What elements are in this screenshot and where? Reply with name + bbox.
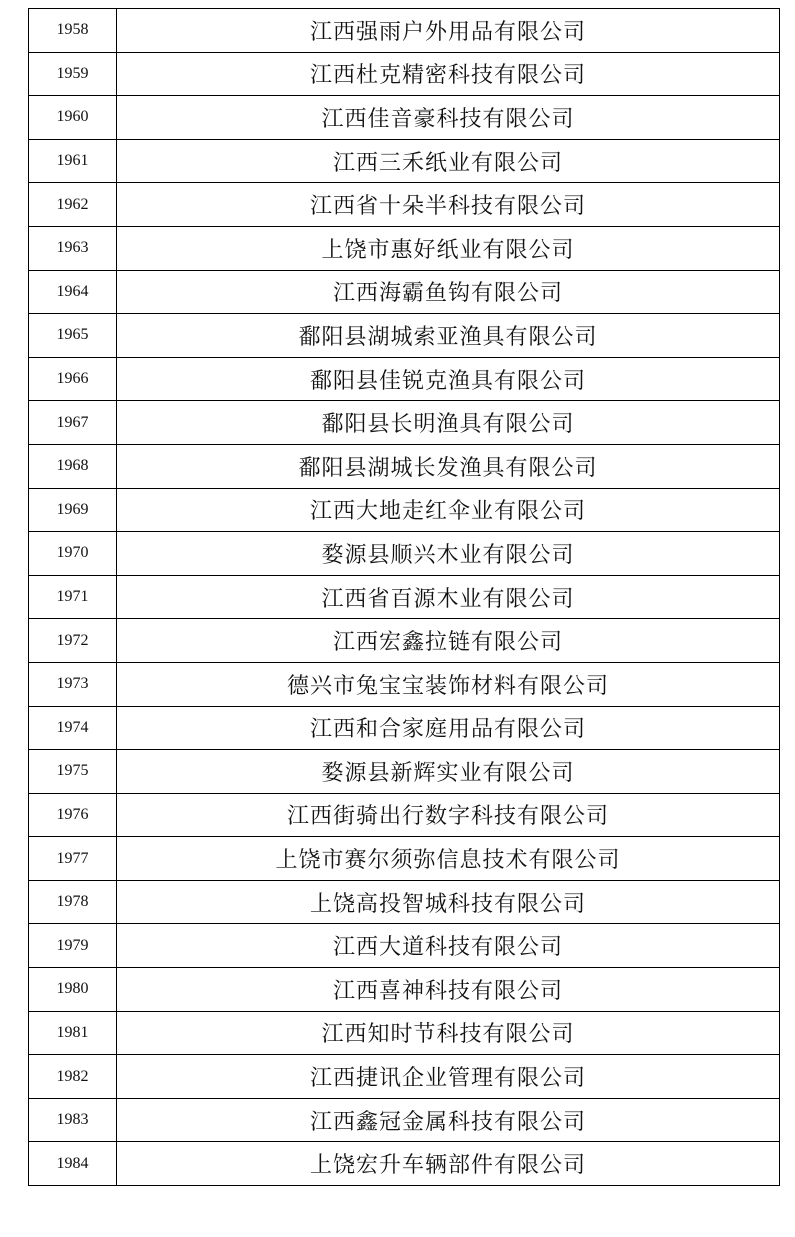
row-number: 1975 [29, 750, 117, 794]
row-number: 1984 [29, 1142, 117, 1186]
row-number: 1977 [29, 837, 117, 881]
company-name: 上饶市惠好纸业有限公司 [117, 226, 780, 270]
company-name: 江西街骑出行数字科技有限公司 [117, 793, 780, 837]
company-name: 上饶高投智城科技有限公司 [117, 880, 780, 924]
table-row [29, 270, 780, 314]
company-name: 江西捷讯企业管理有限公司 [117, 1055, 780, 1099]
row-number: 1970 [29, 532, 117, 576]
table-row [29, 575, 780, 619]
table-row [29, 183, 780, 227]
company-name: 江西省十朵半科技有限公司 [117, 183, 780, 227]
company-name: 婺源县顺兴木业有限公司 [117, 532, 780, 576]
company-name: 江西喜神科技有限公司 [117, 968, 780, 1012]
row-number: 1983 [29, 1098, 117, 1142]
table-row [29, 924, 780, 968]
row-number: 1971 [29, 575, 117, 619]
row-number: 1972 [29, 619, 117, 663]
row-number: 1982 [29, 1055, 117, 1099]
table-row [29, 750, 780, 794]
table-row [29, 357, 780, 401]
company-table [28, 8, 780, 1186]
company-name: 上饶宏升车辆部件有限公司 [117, 1142, 780, 1186]
row-number: 1976 [29, 793, 117, 837]
company-name: 江西强雨户外用品有限公司 [117, 9, 780, 53]
row-number: 1974 [29, 706, 117, 750]
table-row [29, 706, 780, 750]
table-row [29, 226, 780, 270]
company-list-sheet [28, 8, 780, 1186]
table-row [29, 139, 780, 183]
company-name: 鄱阳县湖城索亚渔具有限公司 [117, 314, 780, 358]
table-row [29, 1055, 780, 1099]
table-row [29, 968, 780, 1012]
company-name: 江西大地走红伞业有限公司 [117, 488, 780, 532]
table-row [29, 793, 780, 837]
table-row [29, 444, 780, 488]
table-row [29, 1011, 780, 1055]
row-number: 1958 [29, 9, 117, 53]
row-number: 1979 [29, 924, 117, 968]
company-name: 鄱阳县湖城长发渔具有限公司 [117, 444, 780, 488]
company-name: 江西和合家庭用品有限公司 [117, 706, 780, 750]
table-row [29, 662, 780, 706]
table-row [29, 488, 780, 532]
table-row [29, 837, 780, 881]
table-row [29, 314, 780, 358]
company-name: 上饶市赛尔须弥信息技术有限公司 [117, 837, 780, 881]
row-number: 1981 [29, 1011, 117, 1055]
row-number: 1966 [29, 357, 117, 401]
row-number: 1969 [29, 488, 117, 532]
company-name: 江西佳音豪科技有限公司 [117, 96, 780, 140]
row-number: 1967 [29, 401, 117, 445]
company-name: 德兴市兔宝宝装饰材料有限公司 [117, 662, 780, 706]
row-number: 1968 [29, 444, 117, 488]
company-name: 江西鑫冠金属科技有限公司 [117, 1098, 780, 1142]
company-name: 江西省百源木业有限公司 [117, 575, 780, 619]
company-name: 江西知时节科技有限公司 [117, 1011, 780, 1055]
table-row [29, 532, 780, 576]
company-name: 婺源县新辉实业有限公司 [117, 750, 780, 794]
table-row [29, 619, 780, 663]
row-number: 1980 [29, 968, 117, 1012]
company-name: 江西宏鑫拉链有限公司 [117, 619, 780, 663]
table-row [29, 880, 780, 924]
row-number: 1960 [29, 96, 117, 140]
row-number: 1978 [29, 880, 117, 924]
table-row [29, 9, 780, 53]
row-number: 1973 [29, 662, 117, 706]
table-row [29, 96, 780, 140]
company-name: 鄱阳县长明渔具有限公司 [117, 401, 780, 445]
row-number: 1959 [29, 52, 117, 96]
company-name: 江西大道科技有限公司 [117, 924, 780, 968]
row-number: 1964 [29, 270, 117, 314]
table-row [29, 1098, 780, 1142]
company-name: 鄱阳县佳锐克渔具有限公司 [117, 357, 780, 401]
table-row [29, 401, 780, 445]
company-name: 江西杜克精密科技有限公司 [117, 52, 780, 96]
company-name: 江西三禾纸业有限公司 [117, 139, 780, 183]
row-number: 1965 [29, 314, 117, 358]
company-name: 江西海霸鱼钩有限公司 [117, 270, 780, 314]
table-row [29, 52, 780, 96]
row-number: 1963 [29, 226, 117, 270]
row-number: 1961 [29, 139, 117, 183]
row-number: 1962 [29, 183, 117, 227]
table-row [29, 1142, 780, 1186]
table-body [29, 9, 780, 1186]
